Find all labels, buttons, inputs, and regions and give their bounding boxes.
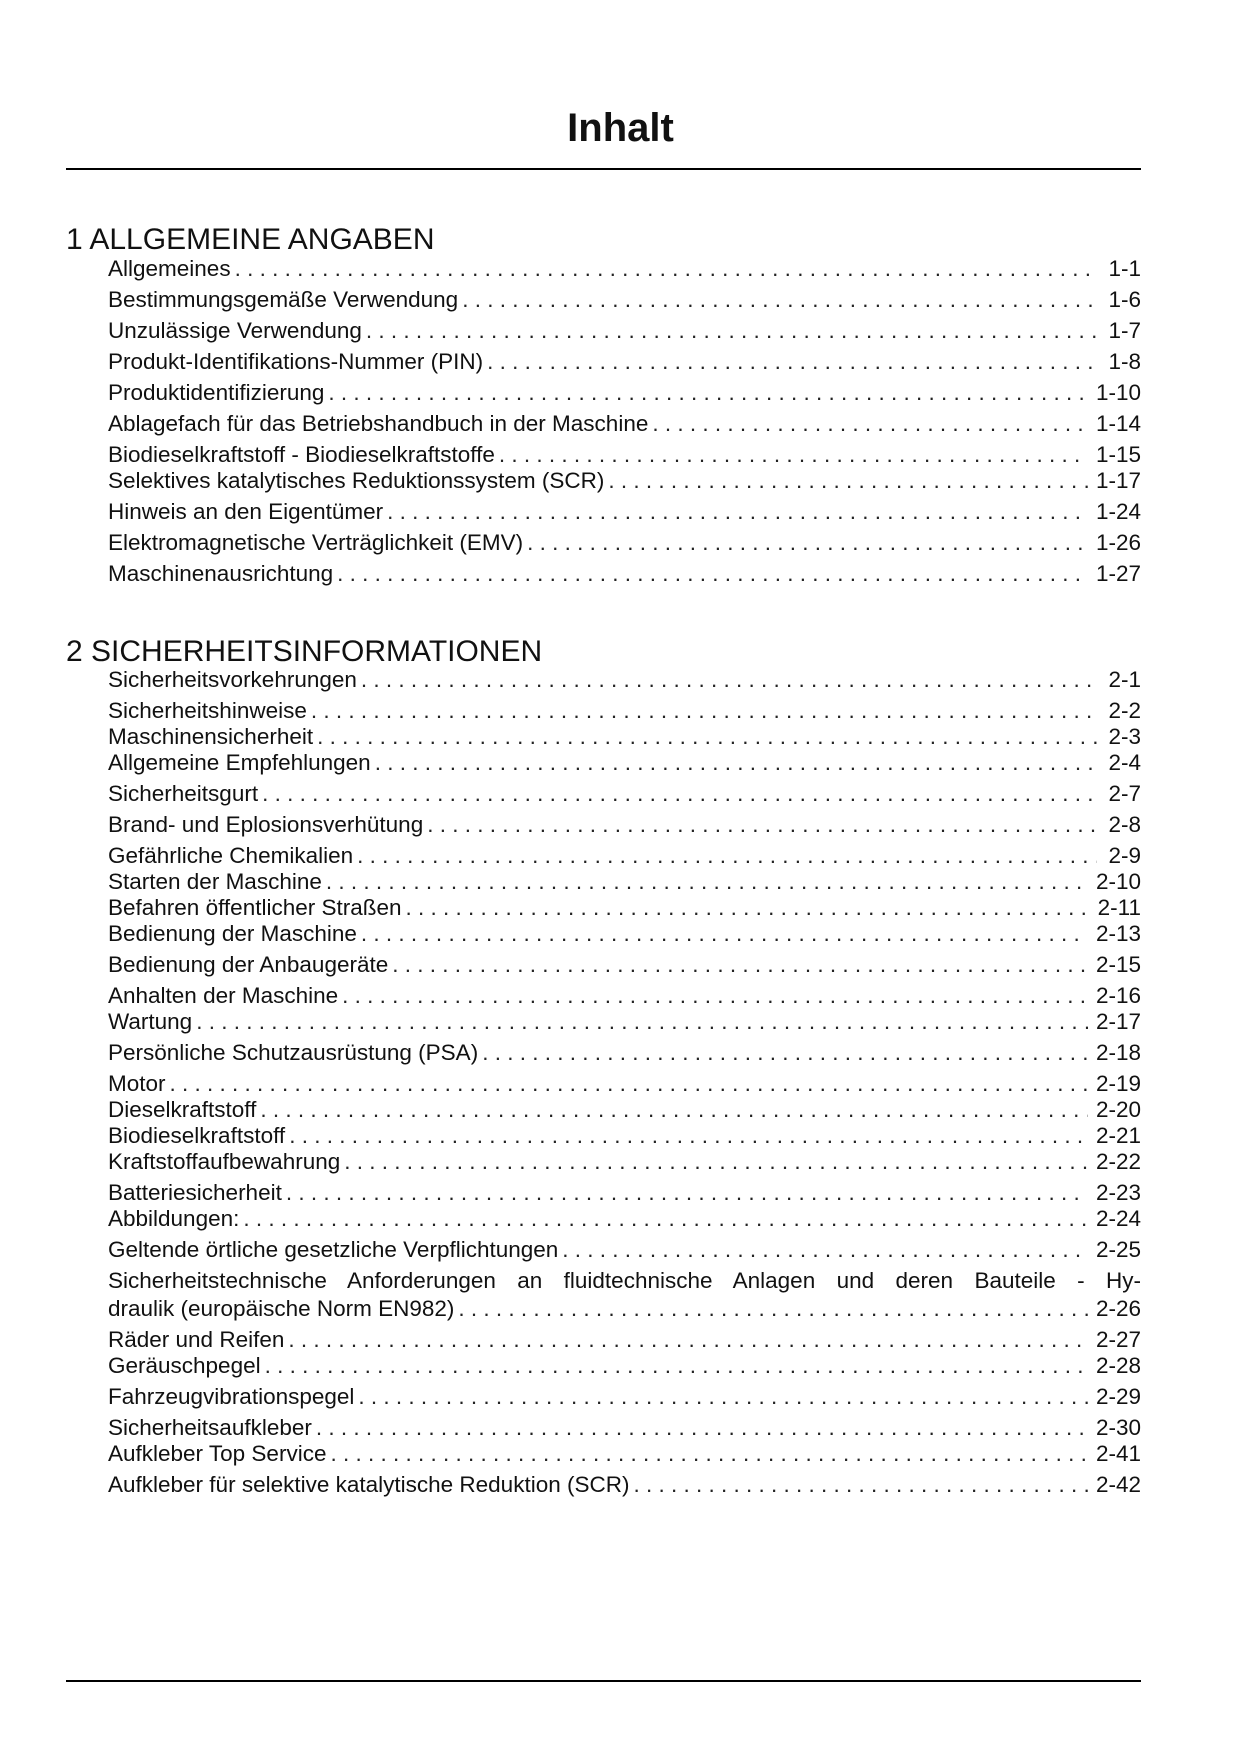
toc-entry-page: 2-4 <box>1108 750 1141 775</box>
toc-entry-title: Geltende örtliche gesetzliche Verpflichtungen <box>108 1237 559 1262</box>
dot-leader <box>289 1122 1088 1150</box>
toc-entry[interactable] <box>108 1236 1141 1264</box>
toc-entry-title: Persönliche Schutzausrüstung (PSA) <box>108 1040 479 1065</box>
toc-entry[interactable] <box>108 1326 1141 1354</box>
toc-entry-page: 2-19 <box>1095 1071 1141 1096</box>
toc-entry[interactable] <box>108 697 1141 725</box>
toc-entry-page: 2-8 <box>1108 812 1141 837</box>
toc-entry[interactable] <box>108 1122 1141 1150</box>
toc-entry-page: 2-15 <box>1095 952 1141 977</box>
dot-leader <box>361 666 1097 694</box>
dot-leader <box>286 1179 1088 1207</box>
toc-entry-page: 1-27 <box>1095 561 1141 586</box>
toc-entry-page: 1-1 <box>1108 256 1141 281</box>
toc-entry-page: 2-29 <box>1095 1384 1141 1409</box>
toc-entry-page: 2-7 <box>1108 781 1141 806</box>
toc-entry-page: 1-8 <box>1108 349 1141 374</box>
toc-entry[interactable] <box>108 749 1141 777</box>
toc-entry[interactable] <box>108 842 1141 870</box>
toc-entry[interactable] <box>108 441 1141 469</box>
toc-entry-title: Batteriesicherheit <box>108 1180 282 1205</box>
toc-entry[interactable] <box>108 1352 1141 1380</box>
toc-entry[interactable] <box>108 498 1141 526</box>
toc-entry[interactable] <box>108 666 1141 694</box>
toc-entry-title: Brand- und Eplosionsverhütung <box>108 812 424 837</box>
toc-entry-page: 2-30 <box>1095 1415 1141 1440</box>
dot-leader <box>262 780 1097 808</box>
toc-entry-page: 2-42 <box>1095 1472 1141 1497</box>
toc-entry-title: Maschinensicherheit <box>108 724 314 749</box>
dot-leader <box>316 1414 1088 1442</box>
toc-entry[interactable] <box>108 410 1141 438</box>
toc-entry[interactable] <box>108 1148 1141 1176</box>
toc-entry-title: Dieselkraftstoff <box>108 1097 257 1122</box>
dot-leader <box>527 529 1088 557</box>
toc-entry-title: Hinweis an den Eigentümer <box>108 499 384 524</box>
toc-entry[interactable] <box>108 529 1141 557</box>
toc-entry-page: 2-2 <box>1108 698 1141 723</box>
toc-entry-title: Selektives katalytisches Reduktionssystem (SCR) <box>108 468 605 493</box>
toc-entry-title: Maschinenausrichtung <box>108 561 334 586</box>
toc-entry[interactable] <box>108 920 1141 948</box>
toc-entry-page: 2-28 <box>1095 1353 1141 1378</box>
toc-entry[interactable] <box>108 379 1141 407</box>
toc-entry-title: Elektromagnetische Verträglichkeit (EMV) <box>108 530 524 555</box>
toc-entry-page: 2-18 <box>1095 1040 1141 1065</box>
toc-entry-title: Fahrzeugvibrationspegel <box>108 1384 355 1409</box>
dot-leader <box>608 467 1088 495</box>
toc-entry[interactable] <box>108 1096 1141 1124</box>
toc-entry-page: 2-25 <box>1095 1237 1141 1262</box>
toc-entry-page: 2-21 <box>1095 1123 1141 1148</box>
dot-leader <box>652 410 1088 438</box>
toc-entry-title: Produkt-Identifikations-Nummer (PIN) <box>108 349 484 374</box>
dot-leader <box>387 498 1088 526</box>
toc-entry-title: Anhalten der Maschine <box>108 983 339 1008</box>
toc-entry-page: 1-6 <box>1108 287 1141 312</box>
section-heading-safety: 2 SICHERHEITSINFORMATIONEN <box>66 635 543 668</box>
dot-leader <box>358 1383 1088 1411</box>
toc-entry[interactable] <box>108 1039 1141 1067</box>
toc-entry-page: 2-17 <box>1095 1009 1141 1034</box>
toc-entry-page: 1-10 <box>1095 380 1141 405</box>
toc-entry-page: 1-17 <box>1095 468 1141 493</box>
footer-divider <box>66 1680 1141 1682</box>
dot-leader <box>328 379 1088 407</box>
toc-entry-title: Starten der Maschine <box>108 869 322 894</box>
toc-entry-title: Abbildungen: <box>108 1206 240 1231</box>
toc-entry-page: 2-10 <box>1095 869 1141 894</box>
toc-entry-title: Sicherheitsgurt <box>108 781 259 806</box>
toc-entry-title: Produktidentifizierung <box>108 380 325 405</box>
toc-entry-title: Bestimmungsgemäße Verwendung <box>108 287 459 312</box>
toc-entry-title: Aufkleber für selektive katalytische Reduktion (SCR) <box>108 1472 630 1497</box>
toc-entry-title: Gefährliche Chemikalien <box>108 843 354 868</box>
toc-entry-title: Aufkleber Top Service <box>108 1441 327 1466</box>
dot-leader <box>462 286 1097 314</box>
toc-entry[interactable] <box>108 894 1141 922</box>
toc-entry[interactable] <box>108 1070 1141 1098</box>
toc-entry[interactable] <box>108 1414 1141 1442</box>
toc-entry-title: Motor <box>108 1071 166 1096</box>
toc-entry-page: 2-20 <box>1095 1097 1141 1122</box>
toc-entry[interactable] <box>108 982 1141 1010</box>
dot-leader <box>311 697 1097 725</box>
dot-leader <box>235 255 1097 283</box>
toc-entry-page: 1-15 <box>1095 442 1141 467</box>
dot-leader <box>458 1295 1088 1323</box>
toc-entry[interactable] <box>108 560 1141 588</box>
toc-entry-multiline[interactable] <box>108 1267 1141 1323</box>
dot-leader <box>330 1440 1088 1468</box>
dot-leader <box>170 1070 1088 1098</box>
toc-entry-title: Ablagefach für das Betriebshandbuch in der Maschine <box>108 411 649 436</box>
toc-entry-page: 1-24 <box>1095 499 1141 524</box>
toc-entry-page: 1-14 <box>1095 411 1141 436</box>
dot-leader <box>344 1148 1088 1176</box>
dot-leader <box>361 920 1088 948</box>
toc-entry-title-line2: draulik (europäische Norm EN982) <box>108 1296 455 1321</box>
toc-entry[interactable] <box>108 1008 1141 1036</box>
toc-entry-title: Biodieselkraftstoff - Biodieselkraftstoffe <box>108 442 495 467</box>
title-divider <box>66 168 1141 170</box>
toc-entry[interactable] <box>108 1383 1141 1411</box>
toc-entry[interactable] <box>108 1205 1141 1233</box>
dot-leader <box>366 317 1097 345</box>
toc-entry[interactable] <box>108 1179 1141 1207</box>
toc-entry[interactable] <box>108 467 1141 495</box>
toc-entry-title: Allgemeines <box>108 256 231 281</box>
dot-leader <box>357 842 1097 870</box>
dot-leader <box>317 723 1097 751</box>
toc-entry-title: Befahren öffentlicher Straßen <box>108 895 402 920</box>
toc-entry[interactable] <box>108 723 1141 751</box>
toc-entry[interactable] <box>108 348 1141 376</box>
toc-entry[interactable] <box>108 951 1141 979</box>
toc-entry-page: 2-1 <box>1108 667 1141 692</box>
toc-entry-page: 2-13 <box>1095 921 1141 946</box>
toc-entry[interactable] <box>108 868 1141 896</box>
toc-entry-page: 2-24 <box>1095 1206 1141 1231</box>
toc-entry-title: Geräuschpegel <box>108 1353 261 1378</box>
dot-leader <box>260 1096 1088 1124</box>
dot-leader <box>196 1008 1088 1036</box>
toc-entry-page: 2-27 <box>1095 1327 1141 1352</box>
toc-entry[interactable] <box>108 255 1141 283</box>
dot-leader <box>243 1205 1088 1233</box>
toc-entry-page: 1-7 <box>1108 318 1141 343</box>
dot-leader <box>326 868 1088 896</box>
toc-entry-title: Sicherheitsaufkleber <box>108 1415 312 1440</box>
toc-entry-title: Biodieselkraftstoff <box>108 1123 286 1148</box>
dot-leader <box>375 749 1097 777</box>
toc-entry[interactable] <box>108 780 1141 808</box>
dot-leader <box>427 811 1097 839</box>
toc-entry-page: 2-41 <box>1095 1441 1141 1466</box>
toc-entry-title-line1: Sicherheitstechnische Anforderungen an fluidtechnische Anlagen und deren Bauteile - Hy- <box>108 1268 1141 1293</box>
toc-entry[interactable] <box>108 811 1141 839</box>
dot-leader <box>499 441 1088 469</box>
toc-entry-title: Bedienung der Anbaugeräte <box>108 952 389 977</box>
toc-entry-page: 2-23 <box>1095 1180 1141 1205</box>
toc-entry-page: 2-22 <box>1095 1149 1141 1174</box>
dot-leader <box>482 1039 1088 1067</box>
toc-entry-title: Kraftstoffaufbewahrung <box>108 1149 341 1174</box>
dot-leader <box>406 894 1090 922</box>
toc-entry-title: Unzulässige Verwendung <box>108 318 362 343</box>
toc-entry-page: 2-16 <box>1095 983 1141 1008</box>
toc-entry-title: Sicherheitshinweise <box>108 698 307 723</box>
toc-entry-page: 1-26 <box>1095 530 1141 555</box>
dot-leader <box>487 348 1097 376</box>
dot-leader <box>392 951 1088 979</box>
dot-leader <box>265 1352 1088 1380</box>
toc-entry-page: 2-9 <box>1108 843 1141 868</box>
section-heading-general: 1 ALLGEMEINE ANGABEN <box>66 223 435 256</box>
toc-entry[interactable] <box>108 1471 1141 1499</box>
toc-entry-page: 2-11 <box>1097 895 1141 920</box>
dot-leader <box>342 982 1088 1010</box>
toc-entry-title: Wartung <box>108 1009 193 1034</box>
toc-entry[interactable] <box>108 1440 1141 1468</box>
toc-entry-title: Bedienung der Maschine <box>108 921 357 946</box>
toc-entry-page: 2-26 <box>1095 1296 1141 1321</box>
toc-entry-title: Sicherheitsvorkehrungen <box>108 667 357 692</box>
toc-entry-page: 2-3 <box>1108 724 1141 749</box>
dot-leader <box>633 1471 1087 1499</box>
dot-leader <box>288 1326 1088 1354</box>
dot-leader <box>337 560 1088 588</box>
toc-entry-title: Räder und Reifen <box>108 1327 285 1352</box>
toc-entry[interactable] <box>108 286 1141 314</box>
toc-entry-title: Allgemeine Empfehlungen <box>108 750 371 775</box>
page-title: Inhalt <box>567 106 674 150</box>
dot-leader <box>562 1236 1088 1264</box>
toc-entry[interactable] <box>108 317 1141 345</box>
